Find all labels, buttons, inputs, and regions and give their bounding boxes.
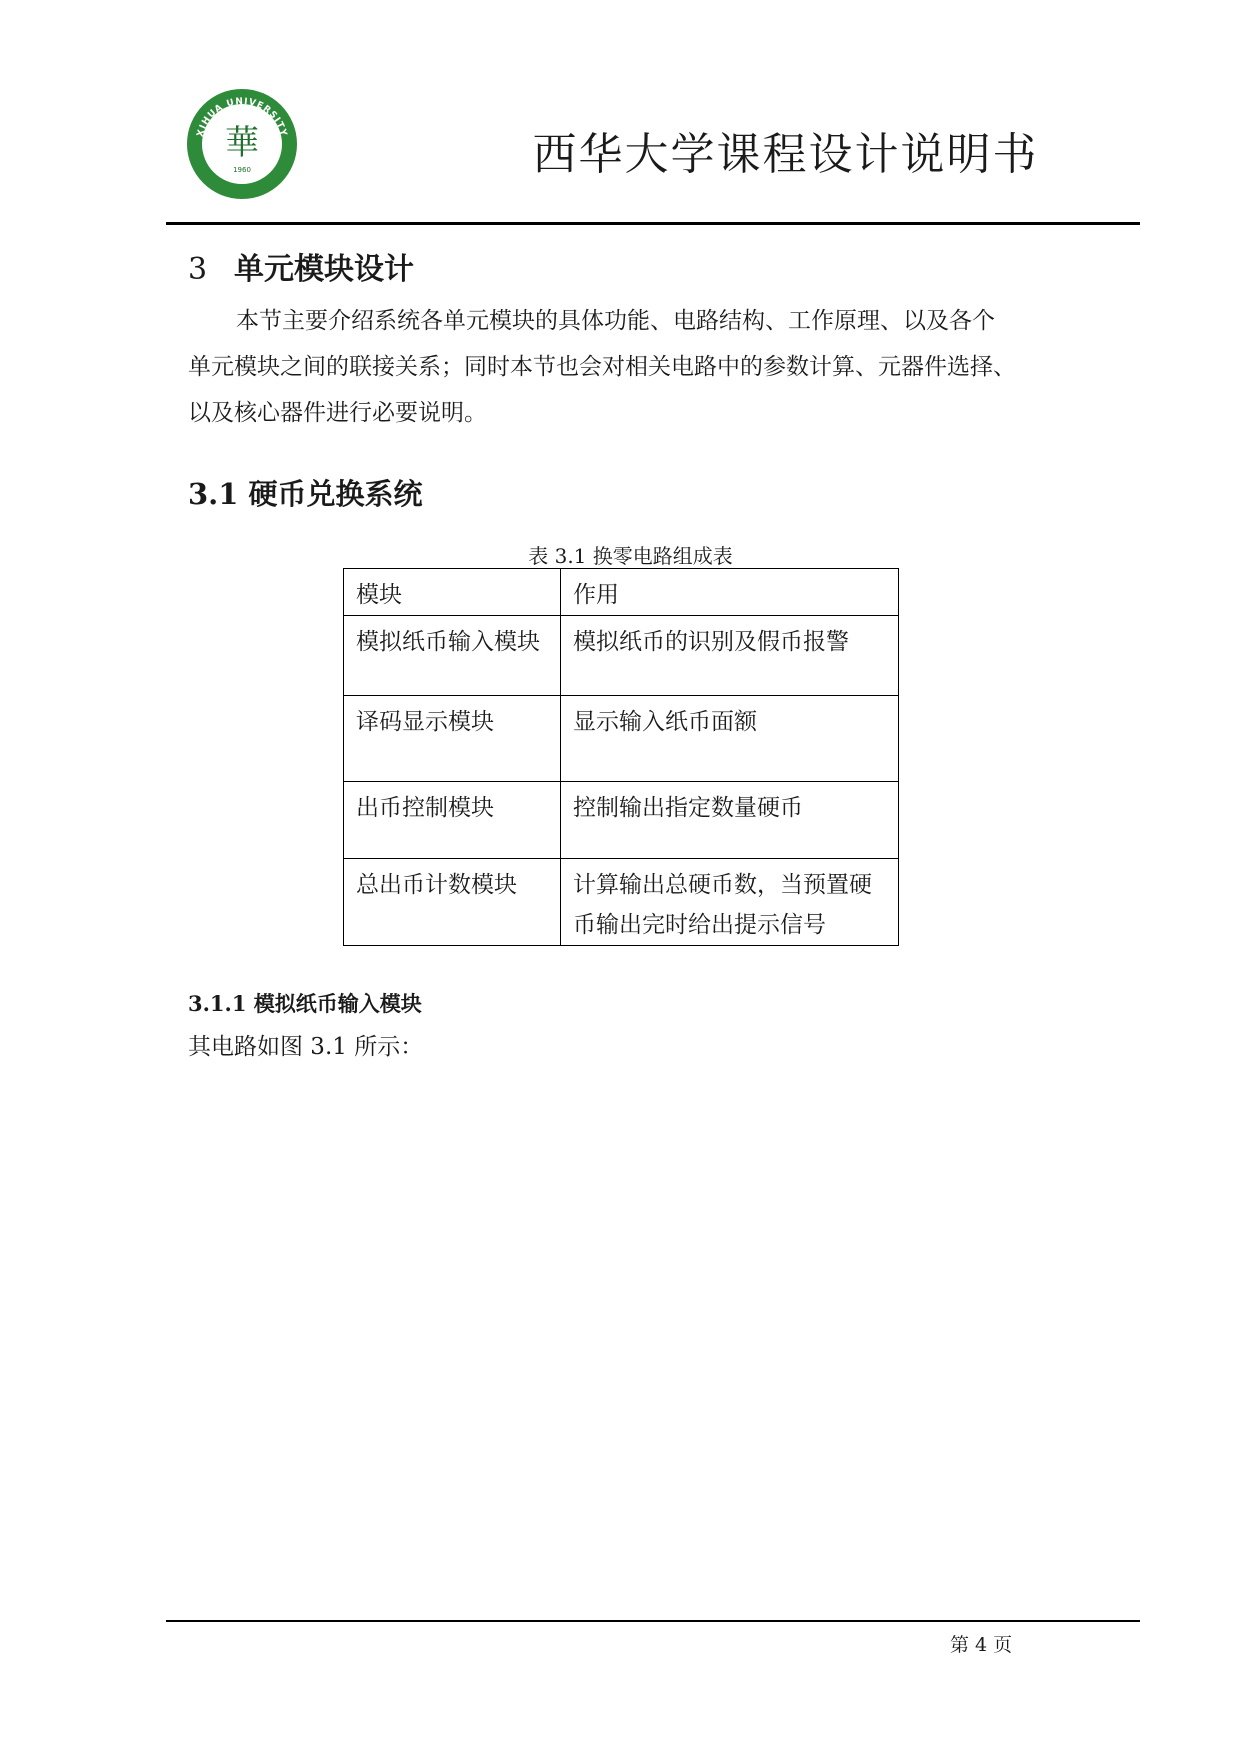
paragraph-line: 本节主要介绍系统各单元模块的具体功能、电路结构、工作原理、以及各个 xyxy=(236,308,995,334)
page-number: 第 4 页 xyxy=(950,1634,1013,1656)
table-caption-text: 表 3.1 换零电路组成表 xyxy=(528,544,733,568)
subsubsection-body: 其电路如图 3.1 所示： xyxy=(188,1034,424,1060)
table-cell: 模拟纸币输入模块 xyxy=(344,616,561,696)
logo-arc-text: XIHUA UNIVERSITY xyxy=(195,96,289,138)
table-cell: 模拟纸币的识别及假币报警 xyxy=(561,616,899,696)
section-title: 单元模块设计 xyxy=(234,252,414,287)
table-row xyxy=(344,696,899,782)
table-row xyxy=(344,782,899,859)
paragraph-line: 以及核心器件进行必要说明。 xyxy=(188,400,487,426)
section-number: 3 xyxy=(188,252,208,287)
module-table xyxy=(343,568,899,946)
footer-rule xyxy=(166,1620,1140,1622)
section-heading xyxy=(188,244,414,288)
table-row xyxy=(344,616,899,696)
header-rule xyxy=(166,222,1140,225)
document-header-title: 西华大学课程设计说明书 xyxy=(532,129,1039,180)
table-row xyxy=(344,859,899,946)
logo-center-text: 華 xyxy=(225,123,259,163)
table-header-cell: 模块 xyxy=(344,569,561,616)
university-logo xyxy=(186,88,298,200)
subsubsection-heading: 3.1.1 模拟纸币输入模块 xyxy=(188,991,422,1016)
paragraph-line: 单元模块之间的联接关系；同时本节也会对相关电路中的参数计算、元器件选择、 xyxy=(188,354,1016,380)
table-cell: 计算输出总硬币数，当预置硬币输出完时给出提示信号 xyxy=(561,859,899,946)
section-paragraph xyxy=(188,298,1068,436)
table-cell: 总出币计数模块 xyxy=(344,859,561,946)
table-header-row xyxy=(344,569,899,616)
table-cell: 显示输入纸币面额 xyxy=(561,696,899,782)
table-caption xyxy=(0,540,1241,569)
table-cell: 出币控制模块 xyxy=(344,782,561,859)
table-cell: 译码显示模块 xyxy=(344,696,561,782)
logo-year: 1960 xyxy=(233,166,251,174)
logo-motto: 求是明德 xyxy=(225,172,259,185)
subsection-heading: 3.1 硬币兑换系统 xyxy=(188,477,423,511)
table-header-cell: 作用 xyxy=(561,569,899,616)
table-cell: 控制输出指定数量硬币 xyxy=(561,782,899,859)
